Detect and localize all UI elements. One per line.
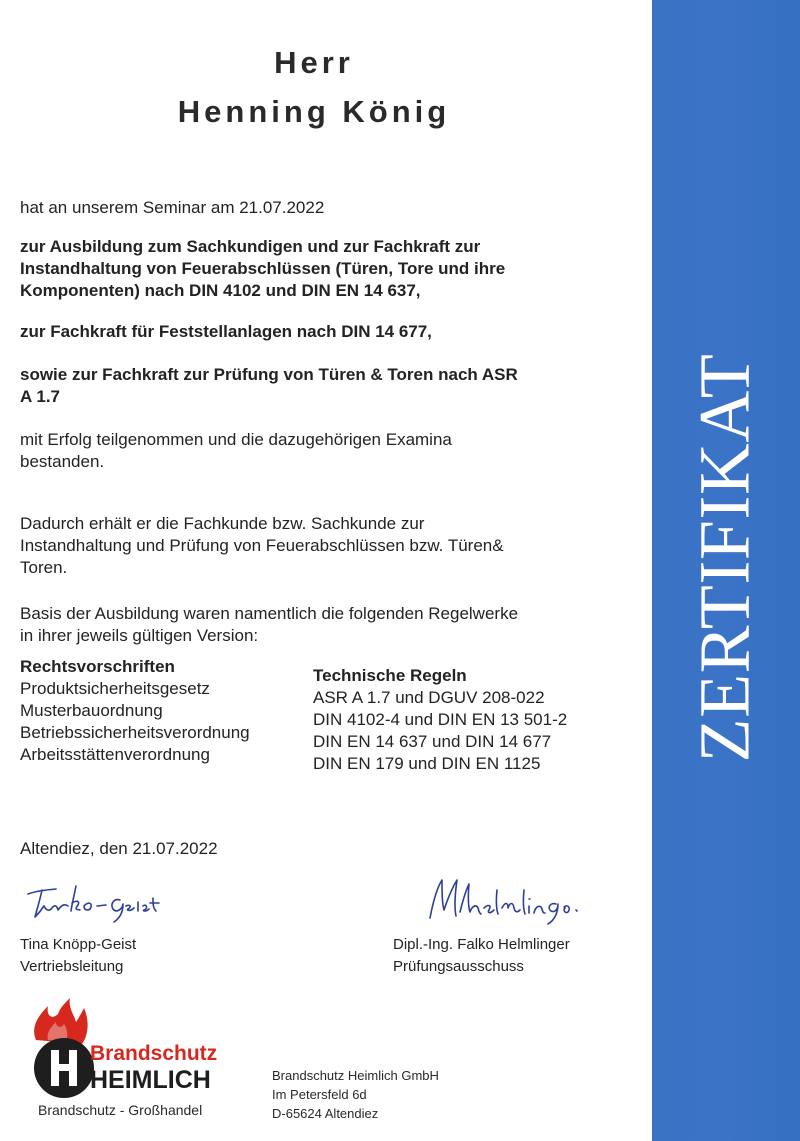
place-date: Altendiez, den 21.07.2022 — [20, 839, 218, 858]
recipient-name: Henning König — [177, 94, 451, 129]
right-signatory-name: Dipl.-Ing. Falko Helmlinger — [393, 936, 570, 953]
technical-item: DIN 4102-4 und DIN EN 13 501-2 — [313, 710, 568, 729]
qualification-1-line: Komponenten) nach DIN 4102 und DIN EN 14 637, — [20, 281, 421, 300]
legal-heading: Rechtsvorschriften — [20, 657, 175, 676]
qualification-3 — [20, 364, 630, 408]
qualification-2 — [20, 321, 630, 343]
legal-item: Arbeitsstättenverordnung — [20, 745, 210, 764]
company-city: D-65624 Altendiez — [272, 1106, 379, 1121]
right-signatory — [393, 934, 570, 978]
qualification-3-line: A 1.7 — [20, 387, 61, 406]
legal-item: Musterbauordnung — [20, 701, 163, 720]
left-signatory-name: Tina Knöpp-Geist — [20, 936, 137, 953]
qualification-1 — [20, 236, 630, 302]
company-name: Brandschutz Heimlich GmbH — [272, 1068, 439, 1083]
competence-line: Instandhaltung und Prüfung von Feuerabschlüssen bzw. Türen& — [20, 536, 504, 555]
competence-line: Toren. — [20, 558, 68, 577]
technical-item: DIN EN 179 und DIN EN 1125 — [313, 754, 541, 773]
basis-text — [20, 603, 630, 647]
qualification-3-line: sowie zur Fachkraft zur Prüfung von Türen & Toren nach ASR — [20, 365, 518, 384]
company-street: Im Petersfeld 6d — [272, 1087, 367, 1102]
legal-regulations — [20, 656, 250, 766]
technical-regulations — [313, 665, 567, 775]
flame-icon — [18, 996, 238, 1100]
left-signatory — [20, 934, 136, 978]
basis-line: Basis der Ausbildung waren namentlich die folgenden Regelwerke — [20, 604, 519, 623]
competence-line: Dadurch erhält er die Fachkunde bzw. Sachkunde zur — [20, 514, 425, 533]
result-text — [20, 429, 630, 473]
band-title: ZERTIFIKAT — [684, 353, 765, 763]
qualification-1-line: zur Ausbildung zum Sachkundigen und zur Fachkraft zur — [20, 237, 481, 256]
technical-item: ASR A 1.7 und DGUV 208-022 — [313, 688, 545, 707]
right-signatory-role: Prüfungsausschuss — [393, 958, 524, 975]
logo-line2: HEIMLICH — [90, 1066, 211, 1094]
company-address — [272, 1066, 439, 1123]
legal-item: Produktsicherheitsgesetz — [20, 679, 210, 698]
intro-text: hat an unserem Seminar am 21.07.2022 — [20, 198, 325, 217]
result-line: bestanden. — [20, 452, 105, 471]
qualification-2-line: zur Fachkraft für Feststellanlagen nach DIN 14 677, — [20, 322, 432, 341]
left-signature — [22, 876, 162, 928]
right-signature — [424, 872, 584, 928]
logo-line1: Brandschutz — [90, 1042, 218, 1065]
technical-item: DIN EN 14 637 und DIN 14 677 — [313, 732, 552, 751]
competence-text — [20, 513, 630, 579]
legal-item: Betriebssicherheitsverordnung — [20, 723, 250, 742]
technical-heading: Technische Regeln — [313, 666, 467, 685]
result-line: mit Erfolg teilgenommen und die dazugehörigen Examina — [20, 430, 452, 449]
left-signatory-role: Vertriebsleitung — [20, 958, 124, 975]
basis-line: in ihrer jeweils gültigen Version: — [20, 626, 259, 645]
qualification-1-line: Instandhaltung von Feuerabschlüssen (Türen, Tore und ihre — [20, 259, 506, 278]
logo-tagline: Brandschutz - Großhandel — [38, 1102, 203, 1118]
salutation: Herr — [274, 45, 354, 80]
